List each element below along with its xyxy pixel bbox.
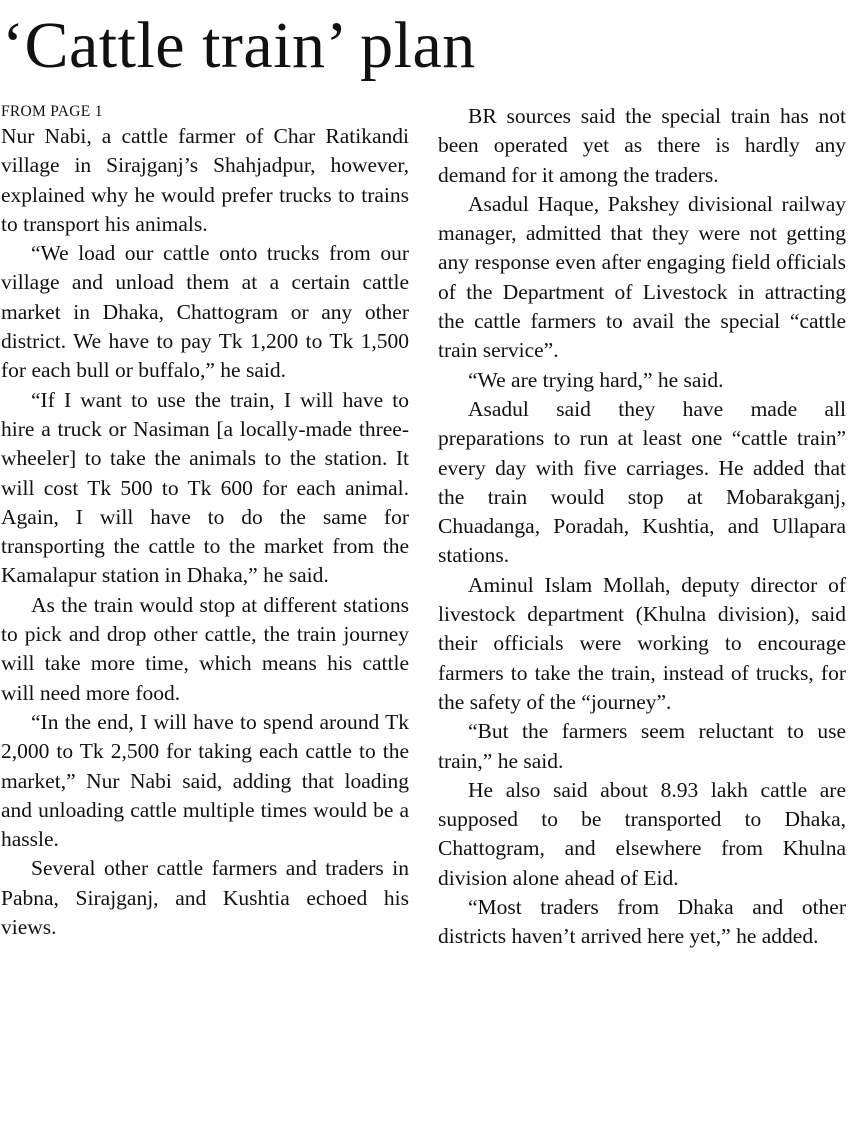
paragraph: Asadul Haque, Pakshey divisional railway manager, admitted that they were not getting any response even after engaging field officials of the Department of Livestock in attracting the cattle farmers to avail the special “cattle train service”. <box>438 191 846 363</box>
paragraph: Several other cattle farmers and traders in Pabna, Sirajganj, and Kushtia echoed his views. <box>1 856 409 940</box>
article-column-right <box>438 102 846 952</box>
paragraph: Asadul said they have made all preparations to run at least one “cattle train” every day with five carriages. He added that the train would stop at Mobarakganj, Chuadanga, Poradah, Kushtia, and Ullapara stations. <box>438 396 846 568</box>
paragraph: “But the farmers seem reluctant to use train,” he said. <box>438 719 846 773</box>
paragraph: BR sources said the special train has not been operated yet as there is hardly any demand for it among the traders. <box>438 104 846 187</box>
headline: ‘Cattle train’ plan <box>2 9 476 82</box>
paragraph: Nur Nabi, a cattle farmer of Char Ratikandi village in Sirajganj’s Shahjadpur, however, explained why he would prefer trucks to trains to transport his animals. <box>1 124 409 236</box>
paragraph: As the train would stop at different stations to pick and drop other cattle, the train journey will take more time, which means his cattle will need more food. <box>1 592 409 705</box>
article-column-left <box>1 102 409 942</box>
continued-from-label: FROM PAGE 1 <box>1 103 103 120</box>
paragraph: Aminul Islam Mollah, deputy director of livestock department (Khulna division), said their officials were working to encourage farmers to take the train, instead of trucks, for the safety of the “journey”. <box>438 572 846 714</box>
paragraph: “We load our cattle onto trucks from our village and unload them at a certain cattle market in Dhaka, Chattogram or any other district. We have to pay Tk 1,200 to Tk 1,500 for each bull or buffalo,” he said. <box>1 241 409 383</box>
paragraph: “If I want to use the train, I will have to hire a truck or Nasiman [a locally-made three-wheeler] to take the animals to the station. It will cost Tk 500 to Tk 600 for each animal. Again, I will have to do the same for transporting the cattle to the market from the Kamalapur station in Dhaka,” he said. <box>1 387 409 588</box>
paragraph: “In the end, I will have to spend around Tk 2,000 to Tk 2,500 for taking each cattle to the market,” Nur Nabi said, adding that loading and unloading cattle multiple times would be a hassle. <box>1 709 409 852</box>
paragraph: “We are trying hard,” he said. <box>468 367 724 392</box>
paragraph: “Most traders from Dhaka and other districts haven’t arrived here yet,” he added. <box>438 895 846 949</box>
paragraph: He also said about 8.93 lakh cattle are supposed to be transported to Dhaka, Chattogram, and elsewhere from Khulna division alone ahead of Eid. <box>438 777 846 890</box>
